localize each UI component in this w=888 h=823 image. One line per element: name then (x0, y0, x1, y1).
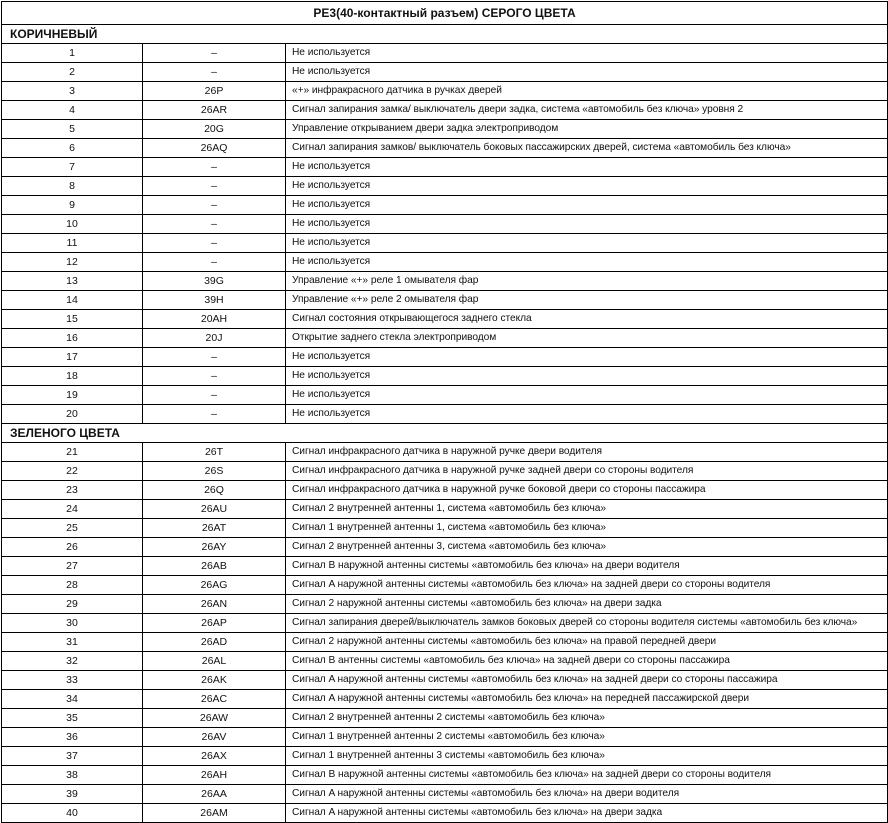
table-row (2, 443, 888, 462)
pin-number: 4 (2, 101, 143, 120)
wire-code: – (143, 405, 286, 424)
title-row (2, 2, 888, 25)
section-label: ЗЕЛЕНОГО ЦВЕТА (2, 424, 888, 443)
pin-number: 38 (2, 766, 143, 785)
pin-description: Не используется (286, 177, 888, 196)
pin-number: 32 (2, 652, 143, 671)
table-row (2, 291, 888, 310)
section-header-row (2, 25, 888, 44)
wire-code: 26AX (143, 747, 286, 766)
wire-code: 26AV (143, 728, 286, 747)
pin-description: Сигнал 2 внутренней антенны 3, система «автомобиль без ключа» (286, 538, 888, 557)
wire-code: 26AW (143, 709, 286, 728)
pin-description: Не используется (286, 253, 888, 272)
table-row (2, 557, 888, 576)
pin-description: Сигнал запирания дверей/выключатель замков боковых дверей со стороны водителя системы «автомобиль без ключа» (286, 614, 888, 633)
table-row (2, 538, 888, 557)
wire-code: 20G (143, 120, 286, 139)
section-label: КОРИЧНЕВЫЙ (2, 25, 888, 44)
pin-description: Управление «+» реле 1 омывателя фар (286, 272, 888, 291)
table-row (2, 386, 888, 405)
wire-code: 26AP (143, 614, 286, 633)
pin-number: 27 (2, 557, 143, 576)
wire-code: 26AU (143, 500, 286, 519)
pin-number: 13 (2, 272, 143, 291)
pin-description: Не используется (286, 234, 888, 253)
pin-description: Управление «+» реле 2 омывателя фар (286, 291, 888, 310)
table-row (2, 82, 888, 101)
pin-description: Не используется (286, 348, 888, 367)
table-row (2, 766, 888, 785)
pin-description: Не используется (286, 63, 888, 82)
table-row (2, 329, 888, 348)
pin-number: 30 (2, 614, 143, 633)
wire-code: – (143, 234, 286, 253)
table-title: PE3(40-контактный разъем) СЕРОГО ЦВЕТА (2, 2, 888, 25)
pin-description: Сигнал B антенны системы «автомобиль без ключа» на задней двери со стороны пассажира (286, 652, 888, 671)
wire-code: 26T (143, 443, 286, 462)
wire-code: 39G (143, 272, 286, 291)
pin-number: 39 (2, 785, 143, 804)
connector-document (1, 1, 887, 823)
wire-code: 20J (143, 329, 286, 348)
table-row (2, 690, 888, 709)
pin-number: 33 (2, 671, 143, 690)
table-row (2, 785, 888, 804)
pin-number: 7 (2, 158, 143, 177)
table-row (2, 747, 888, 766)
table-row (2, 728, 888, 747)
pin-description: Сигнал 1 внутренней антенны 3 системы «автомобиль без ключа» (286, 747, 888, 766)
table-row (2, 462, 888, 481)
pin-number: 18 (2, 367, 143, 386)
wire-code: – (143, 158, 286, 177)
wire-code: 26AH (143, 766, 286, 785)
table-row (2, 481, 888, 500)
pin-number: 8 (2, 177, 143, 196)
wire-code: 26AG (143, 576, 286, 595)
connector-pinout-table (1, 1, 888, 823)
table-row (2, 576, 888, 595)
pin-description: Сигнал 2 внутренней антенны 1, система «автомобиль без ключа» (286, 500, 888, 519)
pin-description: Сигнал A наружной антенны системы «автомобиль без ключа» на задней двери со стороны водителя (286, 576, 888, 595)
table-row (2, 348, 888, 367)
pin-number: 12 (2, 253, 143, 272)
wire-code: 26AM (143, 804, 286, 823)
pin-description: Сигнал инфракрасного датчика в наружной ручке двери водителя (286, 443, 888, 462)
pin-number: 6 (2, 139, 143, 158)
pin-number: 11 (2, 234, 143, 253)
wire-code: 26AT (143, 519, 286, 538)
pin-description: Сигнал запирания замка/ выключатель двери задка, система «автомобиль без ключа» уровня 2 (286, 101, 888, 120)
wire-code: 26AR (143, 101, 286, 120)
pin-description: Не используется (286, 44, 888, 63)
table-row (2, 367, 888, 386)
pin-number: 37 (2, 747, 143, 766)
pin-number: 20 (2, 405, 143, 424)
wire-code: – (143, 253, 286, 272)
wire-code: 26P (143, 82, 286, 101)
pin-description: Сигнал B наружной антенны системы «автомобиль без ключа» на двери водителя (286, 557, 888, 576)
table-row (2, 652, 888, 671)
wire-code: – (143, 386, 286, 405)
table-row (2, 310, 888, 329)
wire-code: 26AA (143, 785, 286, 804)
wire-code: – (143, 348, 286, 367)
pin-description: Сигнал инфракрасного датчика в наружной ручке боковой двери со стороны пассажира (286, 481, 888, 500)
pin-number: 25 (2, 519, 143, 538)
table-row (2, 272, 888, 291)
wire-code: 26AK (143, 671, 286, 690)
table-body (2, 2, 888, 823)
wire-code: 26AD (143, 633, 286, 652)
table-row (2, 215, 888, 234)
wire-code: 26AC (143, 690, 286, 709)
pin-number: 22 (2, 462, 143, 481)
pin-number: 2 (2, 63, 143, 82)
pin-description: Сигнал 1 внутренней антенны 2 системы «автомобиль без ключа» (286, 728, 888, 747)
pin-number: 14 (2, 291, 143, 310)
pin-number: 31 (2, 633, 143, 652)
pin-description: Открытие заднего стекла электроприводом (286, 329, 888, 348)
wire-code: 26AY (143, 538, 286, 557)
wire-code: – (143, 63, 286, 82)
table-row (2, 120, 888, 139)
table-row (2, 519, 888, 538)
pin-description: Сигнал запирания замков/ выключатель боковых пассажирских дверей, система «автомобиль без ключа» (286, 139, 888, 158)
pin-description: Сигнал 2 наружной антенны системы «автомобиль без ключа» на двери задка (286, 595, 888, 614)
pin-description: Сигнал A наружной антенны системы «автомобиль без ключа» на задней двери со стороны пассажира (286, 671, 888, 690)
table-row (2, 405, 888, 424)
pin-description: «+» инфракрасного датчика в ручках дверей (286, 82, 888, 101)
pin-number: 15 (2, 310, 143, 329)
pin-number: 26 (2, 538, 143, 557)
wire-code: 26AN (143, 595, 286, 614)
wire-code: 26Q (143, 481, 286, 500)
table-row (2, 253, 888, 272)
pin-number: 36 (2, 728, 143, 747)
pin-number: 16 (2, 329, 143, 348)
pin-number: 3 (2, 82, 143, 101)
table-row (2, 196, 888, 215)
wire-code: 26S (143, 462, 286, 481)
pin-description: Не используется (286, 405, 888, 424)
pin-description: Не используется (286, 196, 888, 215)
table-row (2, 44, 888, 63)
pin-description: Не используется (286, 215, 888, 234)
table-row (2, 158, 888, 177)
pin-description: Сигнал A наружной антенны системы «автомобиль без ключа» на двери задка (286, 804, 888, 823)
pin-number: 35 (2, 709, 143, 728)
table-row (2, 234, 888, 253)
pin-description: Не используется (286, 386, 888, 405)
pin-description: Не используется (286, 158, 888, 177)
pin-description: Сигнал A наружной антенны системы «автомобиль без ключа» на передней пассажирской двери (286, 690, 888, 709)
pin-description: Сигнал 2 внутренней антенны 2 системы «автомобиль без ключа» (286, 709, 888, 728)
table-row (2, 595, 888, 614)
wire-code: – (143, 196, 286, 215)
pin-number: 23 (2, 481, 143, 500)
wire-code: 20AH (143, 310, 286, 329)
table-row (2, 63, 888, 82)
wire-code: 26AQ (143, 139, 286, 158)
pin-number: 28 (2, 576, 143, 595)
pin-number: 5 (2, 120, 143, 139)
table-row (2, 709, 888, 728)
pin-description: Сигнал 2 наружной антенны системы «автомобиль без ключа» на правой передней двери (286, 633, 888, 652)
wire-code: 26AL (143, 652, 286, 671)
table-row (2, 671, 888, 690)
pin-number: 10 (2, 215, 143, 234)
wire-code: 26AB (143, 557, 286, 576)
table-row (2, 633, 888, 652)
pin-number: 24 (2, 500, 143, 519)
wire-code: 39H (143, 291, 286, 310)
pin-number: 21 (2, 443, 143, 462)
wire-code: – (143, 215, 286, 234)
pin-number: 9 (2, 196, 143, 215)
wire-code: – (143, 44, 286, 63)
pin-description: Сигнал B наружной антенны системы «автомобиль без ключа» на задней двери со стороны водителя (286, 766, 888, 785)
pin-number: 19 (2, 386, 143, 405)
section-header-row (2, 424, 888, 443)
table-row (2, 500, 888, 519)
pin-number: 1 (2, 44, 143, 63)
pin-description: Не используется (286, 367, 888, 386)
pin-description: Сигнал инфракрасного датчика в наружной ручке задней двери со стороны водителя (286, 462, 888, 481)
table-row (2, 139, 888, 158)
wire-code: – (143, 177, 286, 196)
pin-description: Управление открыванием двери задка электроприводом (286, 120, 888, 139)
pin-description: Сигнал A наружной антенны системы «автомобиль без ключа» на двери водителя (286, 785, 888, 804)
table-row (2, 177, 888, 196)
table-row (2, 101, 888, 120)
table-row (2, 614, 888, 633)
pin-number: 29 (2, 595, 143, 614)
wire-code: – (143, 367, 286, 386)
pin-description: Сигнал 1 внутренней антенны 1, система «автомобиль без ключа» (286, 519, 888, 538)
pin-description: Сигнал состояния открывающегося заднего стекла (286, 310, 888, 329)
pin-number: 40 (2, 804, 143, 823)
pin-number: 34 (2, 690, 143, 709)
table-row (2, 804, 888, 823)
pin-number: 17 (2, 348, 143, 367)
